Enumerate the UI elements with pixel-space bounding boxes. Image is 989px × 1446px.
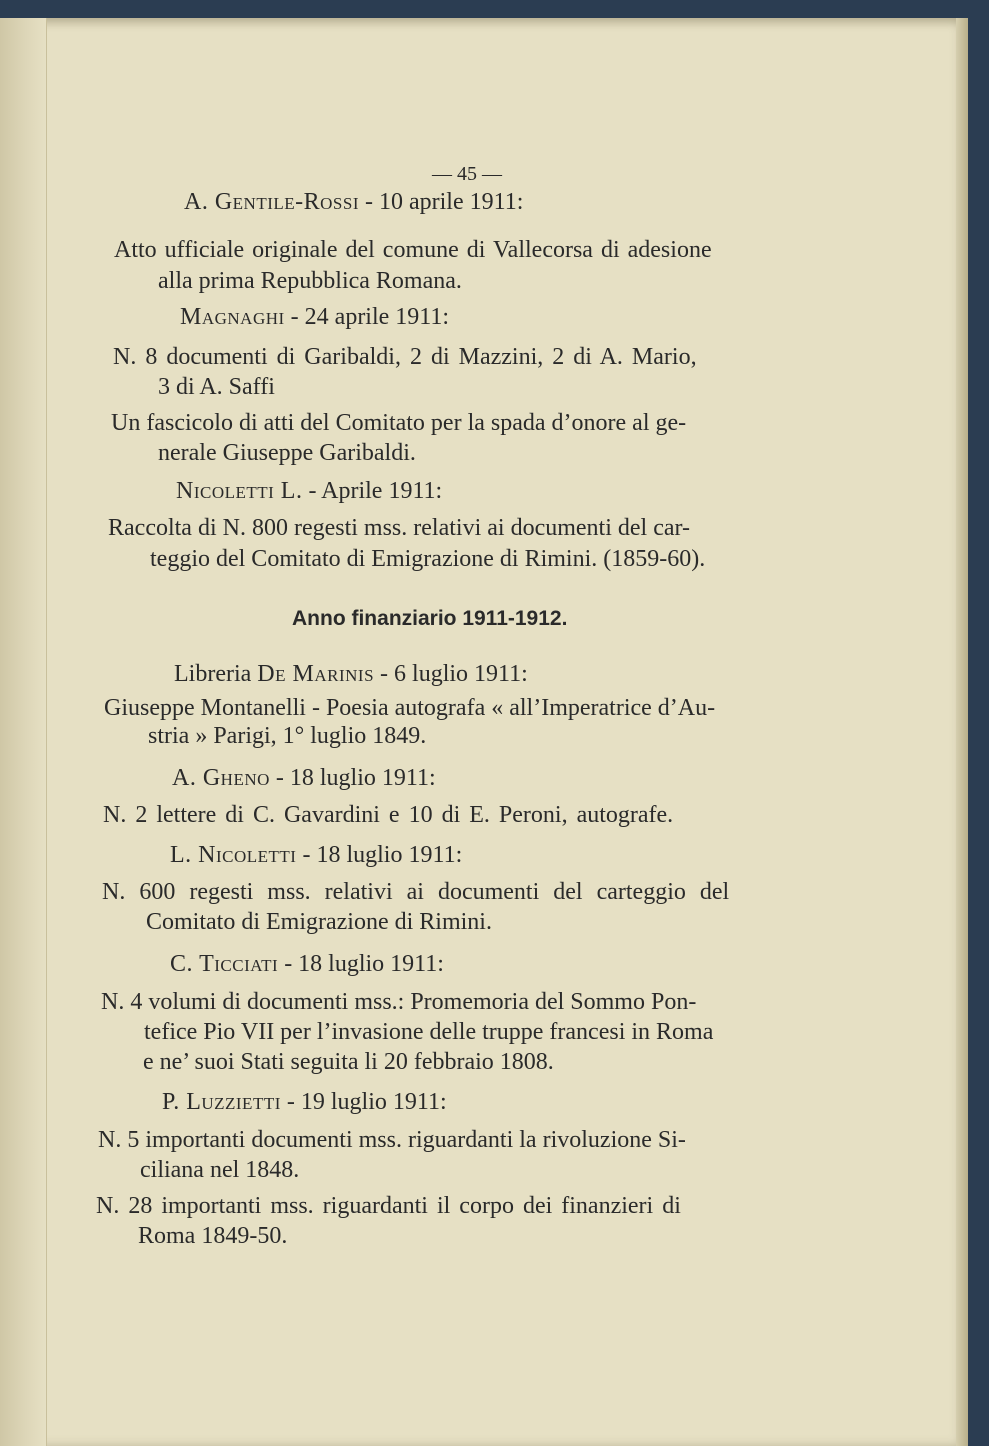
entry-header bbox=[170, 950, 444, 978]
entry-header bbox=[176, 477, 442, 505]
entry-text-line: Un fascicolo di atti del Comitato per la spada d’onore al ge- bbox=[111, 410, 687, 436]
entry-text-line: e ne’ suoi Stati seguita li 20 febbraio 1808. bbox=[143, 1049, 554, 1075]
entry-text-line: 3 di A. Saffi bbox=[158, 374, 275, 400]
entry-date: - 18 luglio 1911: bbox=[284, 951, 444, 977]
entry-date: - 18 luglio 1911: bbox=[275, 765, 436, 791]
entry-text-line: ciliana nel 1848. bbox=[140, 1157, 300, 1183]
book-page bbox=[0, 18, 968, 1446]
entry-header bbox=[162, 1088, 447, 1116]
entry-text-line: Roma 1849-50. bbox=[138, 1223, 288, 1249]
entry-date: - 10 aprile 1911: bbox=[365, 189, 524, 215]
entry-header bbox=[184, 188, 523, 216]
entry-text-line: N. 600 regesti mss. relativi ai documenti del carteggio del bbox=[102, 879, 730, 905]
donor-name: Nicoletti L. bbox=[176, 478, 303, 504]
entry-text-line: nerale Giuseppe Garibaldi. bbox=[158, 440, 416, 466]
donor-name: Magnaghi bbox=[180, 304, 285, 330]
entry-header bbox=[180, 303, 449, 331]
donor-name: C. Ticciati bbox=[170, 951, 279, 977]
entry-text-line: Comitato di Emigrazione di Rimini. bbox=[146, 909, 492, 935]
donor-name: A. Gheno bbox=[172, 765, 270, 791]
entry-date: - 24 aprile 1911: bbox=[290, 304, 450, 330]
donor-prefix: Libreria bbox=[174, 661, 252, 687]
donor-name: L. Nicoletti bbox=[170, 842, 297, 868]
entry-text-line: teggio del Comitato di Emigrazione di Rimini. (1859-60). bbox=[150, 546, 706, 572]
donor-name: P. Luzzietti bbox=[162, 1089, 281, 1115]
entry-header bbox=[174, 660, 528, 688]
entry-text-line: N. 28 importanti mss. riguardanti il corpo dei finanzieri di bbox=[96, 1193, 681, 1219]
page-number: — 45 — bbox=[432, 163, 502, 185]
entry-date: - Aprile 1911: bbox=[308, 478, 443, 504]
entry-date: - 6 luglio 1911: bbox=[380, 661, 528, 687]
page-content bbox=[0, 18, 968, 1446]
entry-date: - 19 luglio 1911: bbox=[286, 1089, 447, 1115]
entry-text-line: stria » Parigi, 1° luglio 1849. bbox=[148, 723, 427, 749]
section-heading: Anno finanziario 1911-1912. bbox=[292, 607, 568, 630]
entry-text-line: alla prima Repubblica Romana. bbox=[158, 268, 462, 294]
entry-text-line: N. 8 documenti di Garibaldi, 2 di Mazzini, 2 di A. Mario, bbox=[113, 344, 697, 370]
entry-text-line: N. 2 lettere di C. Gavardini e 10 di E. Peroni, autografe. bbox=[103, 802, 674, 828]
entry-text-line: N. 5 importanti documenti mss. riguardanti la rivoluzione Si- bbox=[98, 1127, 686, 1153]
donor-name: De Marinis bbox=[257, 661, 375, 687]
entry-text-line: Atto ufficiale originale del comune di Vallecorsa di adesione bbox=[114, 237, 712, 263]
entry-text-line: N. 4 volumi di documenti mss.: Promemoria del Sommo Pon- bbox=[101, 989, 697, 1015]
entry-text-line: Raccolta di N. 800 regesti mss. relativi ai documenti del car- bbox=[108, 515, 690, 541]
entry-text-line: Giuseppe Montanelli - Poesia autografa « all’Imperatrice d’Au- bbox=[104, 695, 716, 721]
entry-header bbox=[170, 841, 462, 869]
entry-text-line: tefice Pio VII per l’invasione delle truppe francesi in Roma bbox=[144, 1019, 714, 1045]
donor-name: A. Gentile-Rossi bbox=[184, 189, 359, 215]
entry-header bbox=[172, 764, 436, 792]
entry-date: - 18 luglio 1911: bbox=[302, 842, 463, 868]
